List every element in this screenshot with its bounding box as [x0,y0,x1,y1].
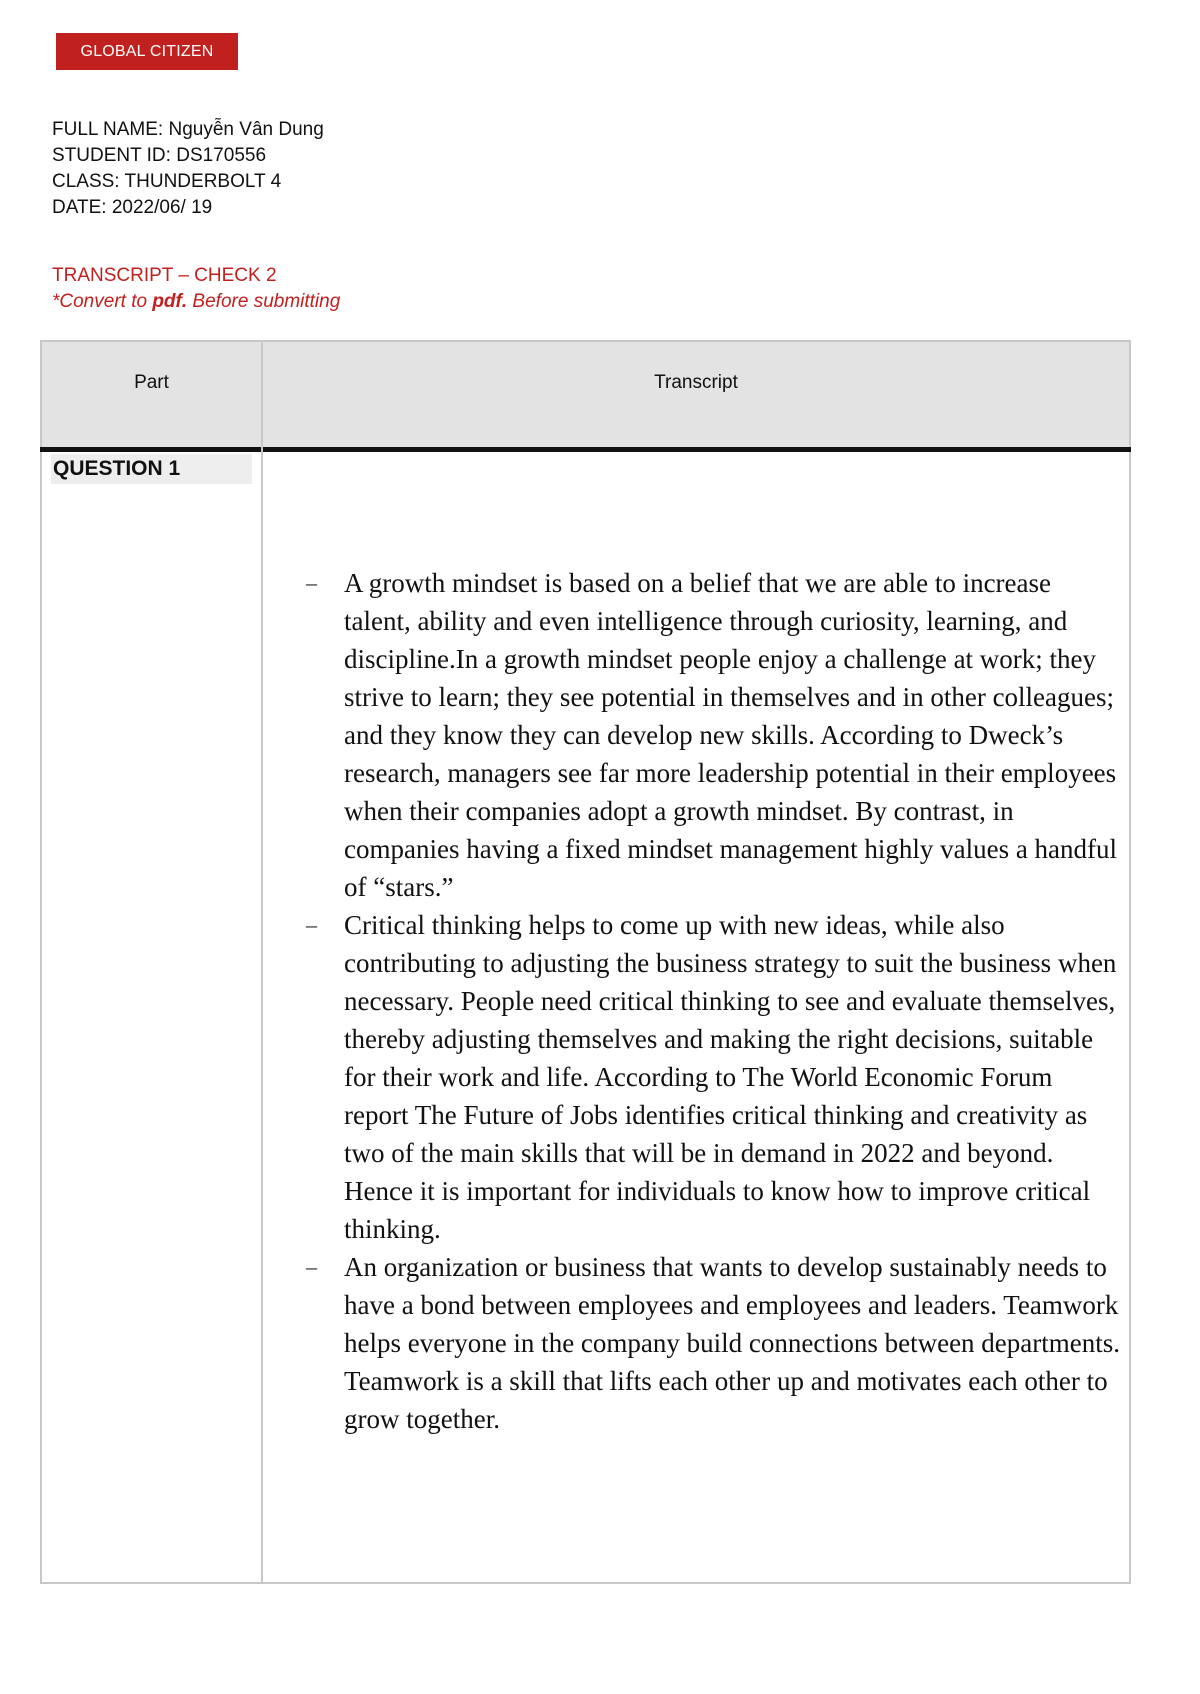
global-citizen-badge: GLOBAL CITIZEN [56,33,238,70]
submission-note [52,289,340,315]
class-label: CLASS: [52,171,120,192]
list-item [302,906,1122,1248]
full-name-value: Nguyễn Vân Dung [168,119,324,140]
student-id-label: STUDENT ID: [52,145,171,166]
header-divider-rule [40,447,1131,452]
student-info [52,117,324,221]
answer-text-growth-mindset: A growth mindset is based on a belief that we are able to increase talent, ability and even intelligence through curiosity, learning, and discipline.In a growth mindset people enjoy a challenge at work; they strive to learn; they see potential in themselves and in other colleagues; and they know they can develop new skills. According to Dweck’s research, managers see far more leadership potential in their employees when their companies adopt a growth mindset. By contrast, in companies having a fixed mindset management highly values a handful of “stars.” [344,568,1118,902]
note-prefix: *Convert to [52,291,153,312]
full-name-label: FULL NAME: [52,119,164,140]
class-row [52,169,324,195]
header-part: Part [134,372,169,393]
student-id-row [52,143,324,169]
list-item [302,564,1122,906]
answer-list [302,564,1122,1438]
header-transcript: Transcript [654,372,738,393]
answer-text-teamwork: An organization or business that wants to develop sustainably needs to have a bond between employees and employees and leaders. Teamwork helps everyone in the company build connections between departments. Teamwork is a skill that lifts each other up and motivates each other to grow together. [344,1252,1121,1434]
date-row [52,195,324,221]
note-suffix: Before submitting [187,291,341,312]
dash-bullet: – [306,570,317,595]
dash-bullet: – [306,1254,317,1279]
list-item [302,1248,1122,1438]
full-name-row [52,117,324,143]
student-id-value: DS170556 [176,145,267,166]
date-label: DATE: [52,197,107,218]
note-bold: pdf. [152,291,188,312]
dash-bullet: – [306,912,317,937]
date-value: 2022/06/ 19 [111,197,213,218]
class-value: THUNDERBOLT 4 [124,171,282,192]
transcript-title: TRANSCRIPT – CHECK 2 [52,265,277,286]
answer-text-critical-thinking: Critical thinking helps to come up with new ideas, while also contributing to adjusting the business strategy to suit the business when necessary. People need critical thinking to see and evaluate themselves, thereby adjusting themselves and making the right decisions, suitable for their work and life. According to The World Economic Forum report The Future of Jobs identifies critical thinking and creativity as two of the main skills that will be in demand in 2022 and beyond. Hence it is important for individuals to know how to improve critical thinking. [344,910,1117,1244]
column-divider [261,342,263,1582]
question-label: QUESTION 1 [51,454,252,484]
